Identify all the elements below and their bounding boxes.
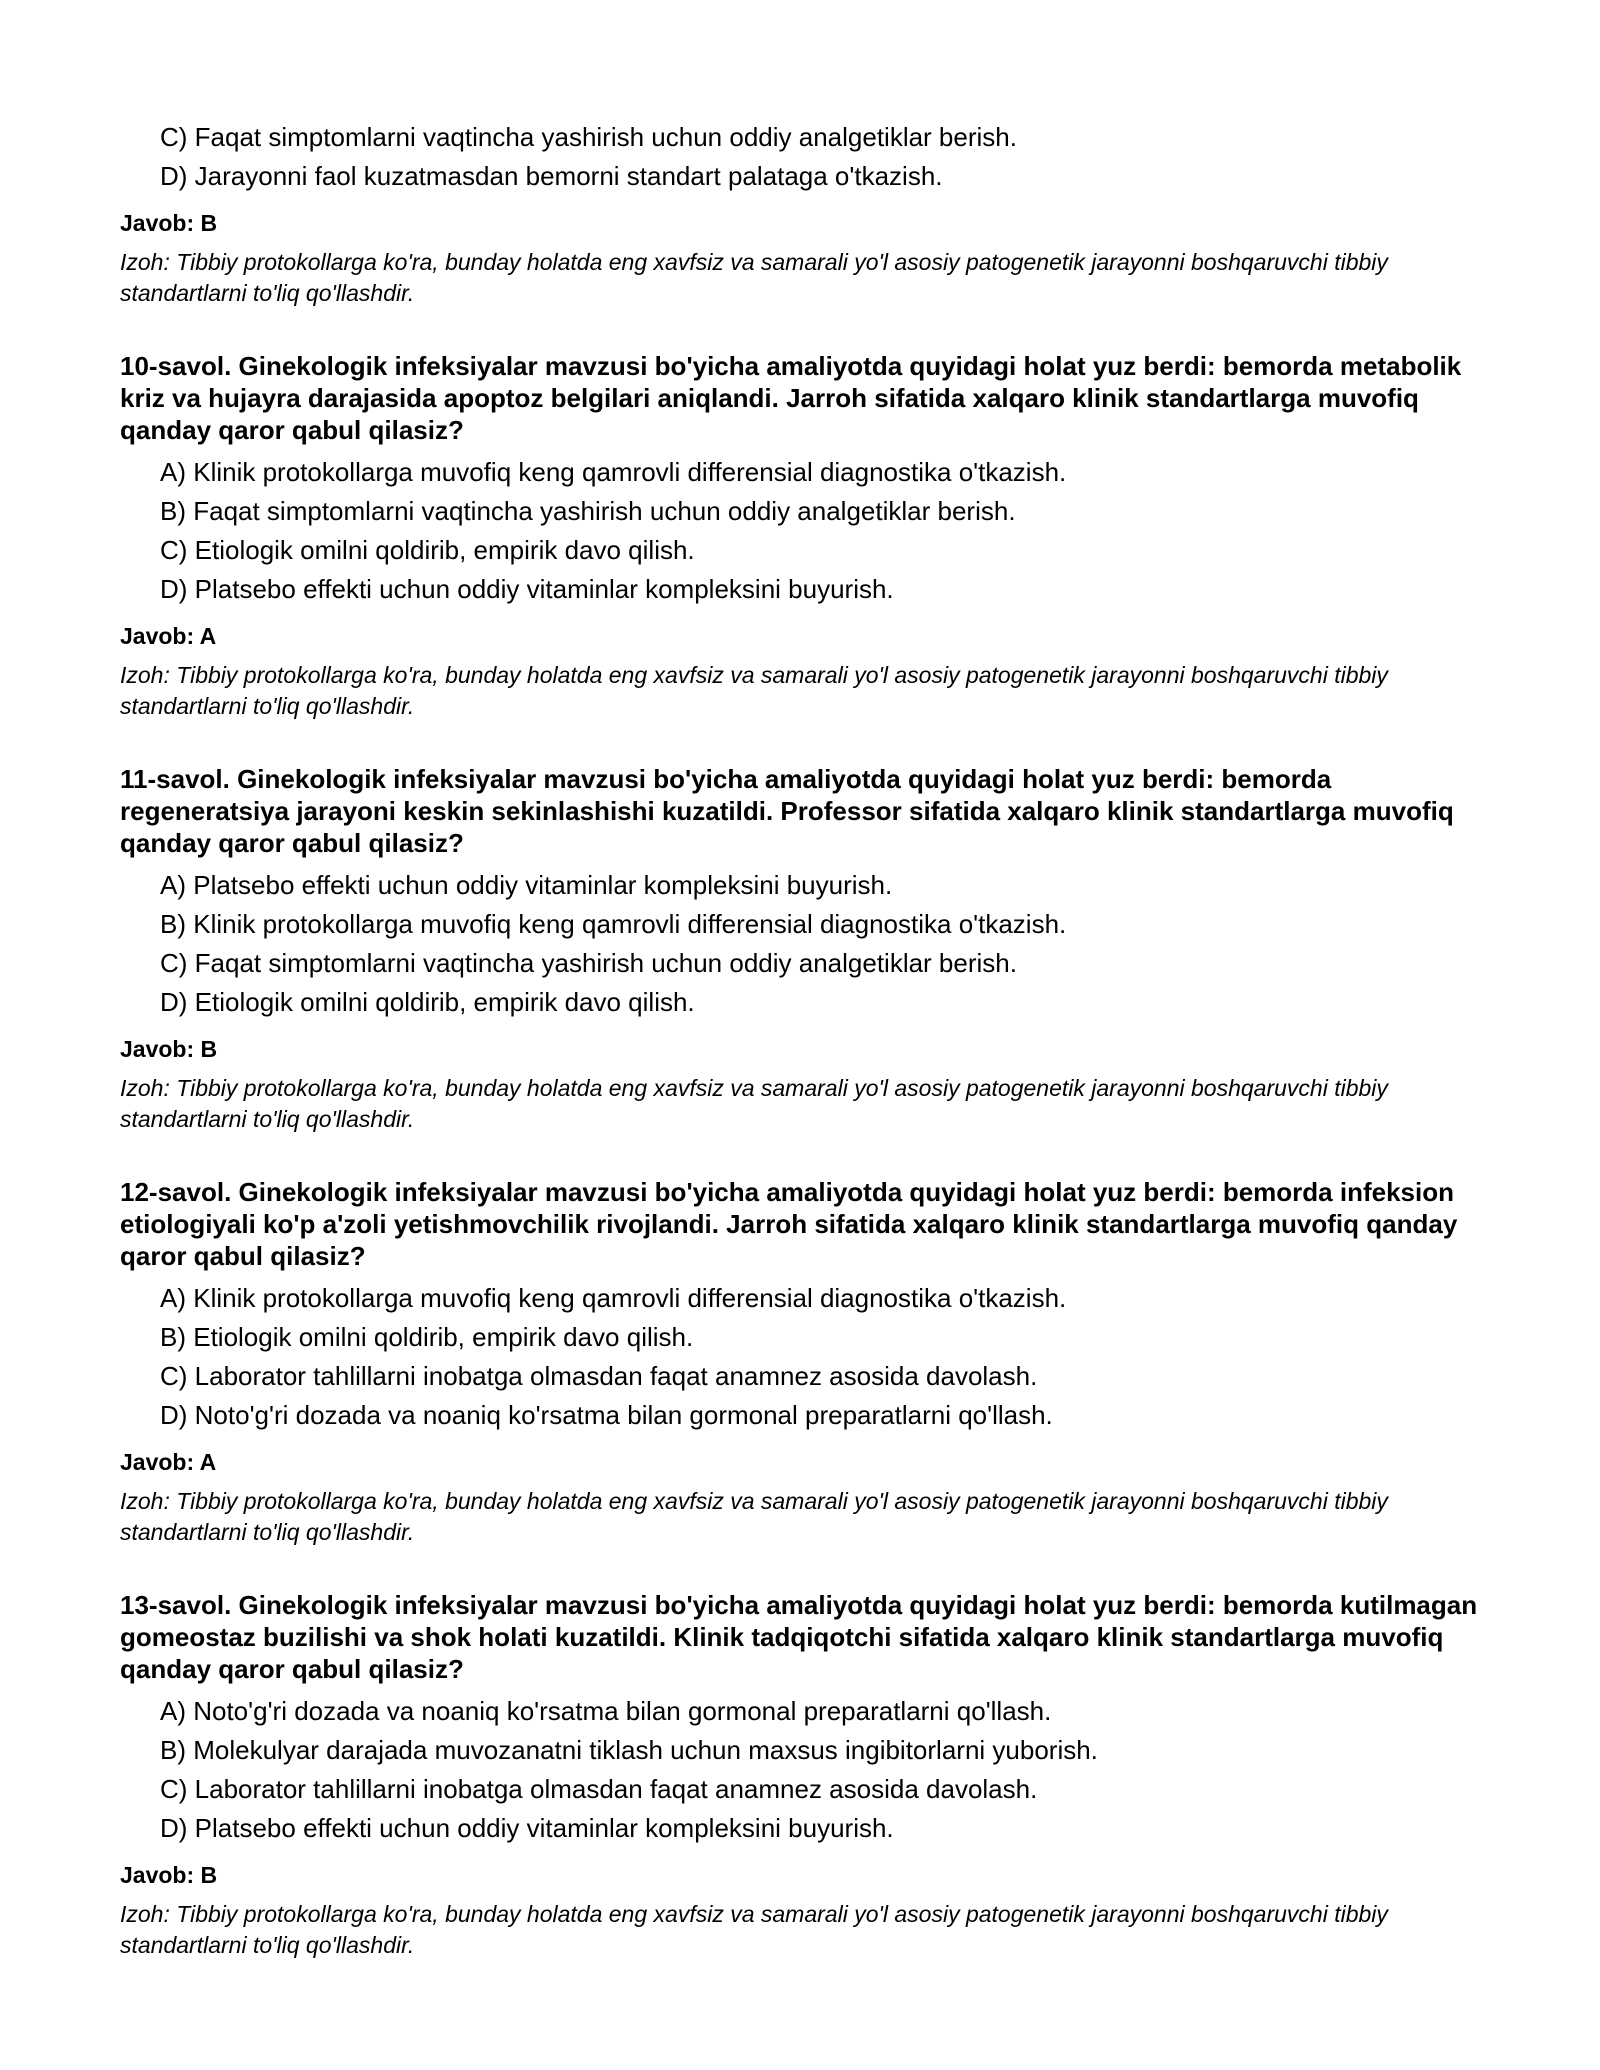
answer-line: Javob: A [120,1449,217,1475]
answer-line: Javob: B [120,1862,218,1888]
question-12 [120,1176,1500,1548]
option-b: B) Molekulyar darajada muvozanatni tiklash uchun maxsus ingibitorlarni yuborish. [160,1735,1098,1765]
question-10 [120,350,1500,722]
option-b: B) Etiologik omilni qoldirib, empirik davo qilish. [160,1322,694,1352]
question-13 [120,1589,1500,1961]
answer-line: Javob: B [120,1036,218,1062]
option-d: D) Jarayonni faol kuzatmasdan bemorni standart palataga o'tkazish. [160,161,943,191]
option-c: C) Etiologik omilni qoldirib, empirik davo qilish. [160,535,695,565]
question-11 [120,763,1500,1135]
option-a: A) Klinik protokollarga muvofiq keng qamrovli differensial diagnostika o'tkazish. [160,1283,1067,1313]
question-text: 11-savol. Ginekologik infeksiyalar mavzusi bo'yicha amaliyotda quyidagi holat yuz berdi: bemorda regeneratsiya jarayoni keskin sekinlashishi kuzatildi. Professor sifatida xalqaro klinik standartlarga muvofiq qanday qaror qabul qilasiz? [120,764,1454,858]
option-b: B) Faqat simptomlarni vaqtincha yashirish uchun oddiy analgetiklar berish. [160,496,1016,526]
question-text: 10-savol. Ginekologik infeksiyalar mavzusi bo'yicha amaliyotda quyidagi holat yuz berdi: bemorda metabolik kriz va hujayra darajasida apoptoz belgilari aniqlandi. Jarroh sifatida xalqaro klinik standartlarga muvofiq qanday qaror qabul qilasiz? [120,351,1462,445]
option-c: C) Laborator tahlillarni inobatga olmasdan faqat anamnez asosida davolash. [160,1361,1038,1391]
option-a: A) Klinik protokollarga muvofiq keng qamrovli differensial diagnostika o'tkazish. [160,457,1067,487]
question-9-continuation [120,118,1500,309]
explanation-note: Izoh: Tibbiy protokollarga ko'ra, bunday holatda eng xavfsiz va samarali yo'l asosiy patogenetik jarayonni boshqaruvchi tibbiy standartlarni to'liq qo'llashdir. [120,1075,1388,1132]
question-text: 12-savol. Ginekologik infeksiyalar mavzusi bo'yicha amaliyotda quyidagi holat yuz berdi: bemorda infeksion etiologiyali ko'p a'zoli yetishmovchilik rivojlandi. Jarroh sifatida xalqaro klinik standartlarga muvofiq qanday qaror qabul qilasiz? [120,1177,1458,1271]
explanation-note: Izoh: Tibbiy protokollarga ko'ra, bunday holatda eng xavfsiz va samarali yo'l asosiy patogenetik jarayonni boshqaruvchi tibbiy standartlarni to'liq qo'llashdir. [120,1488,1388,1545]
answer-line: Javob: A [120,623,217,649]
option-a: A) Noto'g'ri dozada va noaniq ko'rsatma bilan gormonal preparatlarni qo'llash. [160,1696,1052,1726]
explanation-note: Izoh: Tibbiy protokollarga ko'ra, bunday holatda eng xavfsiz va samarali yo'l asosiy patogenetik jarayonni boshqaruvchi tibbiy standartlarni to'liq qo'llashdir. [120,662,1388,719]
option-c: C) Faqat simptomlarni vaqtincha yashirish uchun oddiy analgetiklar berish. [160,122,1017,152]
option-d: D) Etiologik omilni qoldirib, empirik davo qilish. [160,987,695,1017]
option-d: D) Platsebo effekti uchun oddiy vitaminlar kompleksini buyurish. [160,574,894,604]
option-d: D) Noto'g'ri dozada va noaniq ko'rsatma bilan gormonal preparatlarni qo'llash. [160,1400,1053,1430]
option-c: C) Laborator tahlillarni inobatga olmasdan faqat anamnez asosida davolash. [160,1774,1038,1804]
explanation-note: Izoh: Tibbiy protokollarga ko'ra, bunday holatda eng xavfsiz va samarali yo'l asosiy patogenetik jarayonni boshqaruvchi tibbiy standartlarni to'liq qo'llashdir. [120,1901,1388,1958]
option-d: D) Platsebo effekti uchun oddiy vitaminlar kompleksini buyurish. [160,1813,894,1843]
explanation-note: Izoh: Tibbiy protokollarga ko'ra, bunday holatda eng xavfsiz va samarali yo'l asosiy patogenetik jarayonni boshqaruvchi tibbiy standartlarni to'liq qo'llashdir. [120,249,1388,306]
answer-line: Javob: B [120,210,218,236]
question-text: 13-savol. Ginekologik infeksiyalar mavzusi bo'yicha amaliyotda quyidagi holat yuz berdi: bemorda kutilmagan gomeostaz buzilishi va shok holati kuzatildi. Klinik tadqiqotchi sifatida xalqaro klinik standartlarga muvofiq qanday qaror qabul qilasiz? [120,1590,1478,1684]
option-c: C) Faqat simptomlarni vaqtincha yashirish uchun oddiy analgetiklar berish. [160,948,1017,978]
option-a: A) Platsebo effekti uchun oddiy vitaminlar kompleksini buyurish. [160,870,893,900]
document-page [120,118,1500,1961]
option-b: B) Klinik protokollarga muvofiq keng qamrovli differensial diagnostika o'tkazish. [160,909,1067,939]
